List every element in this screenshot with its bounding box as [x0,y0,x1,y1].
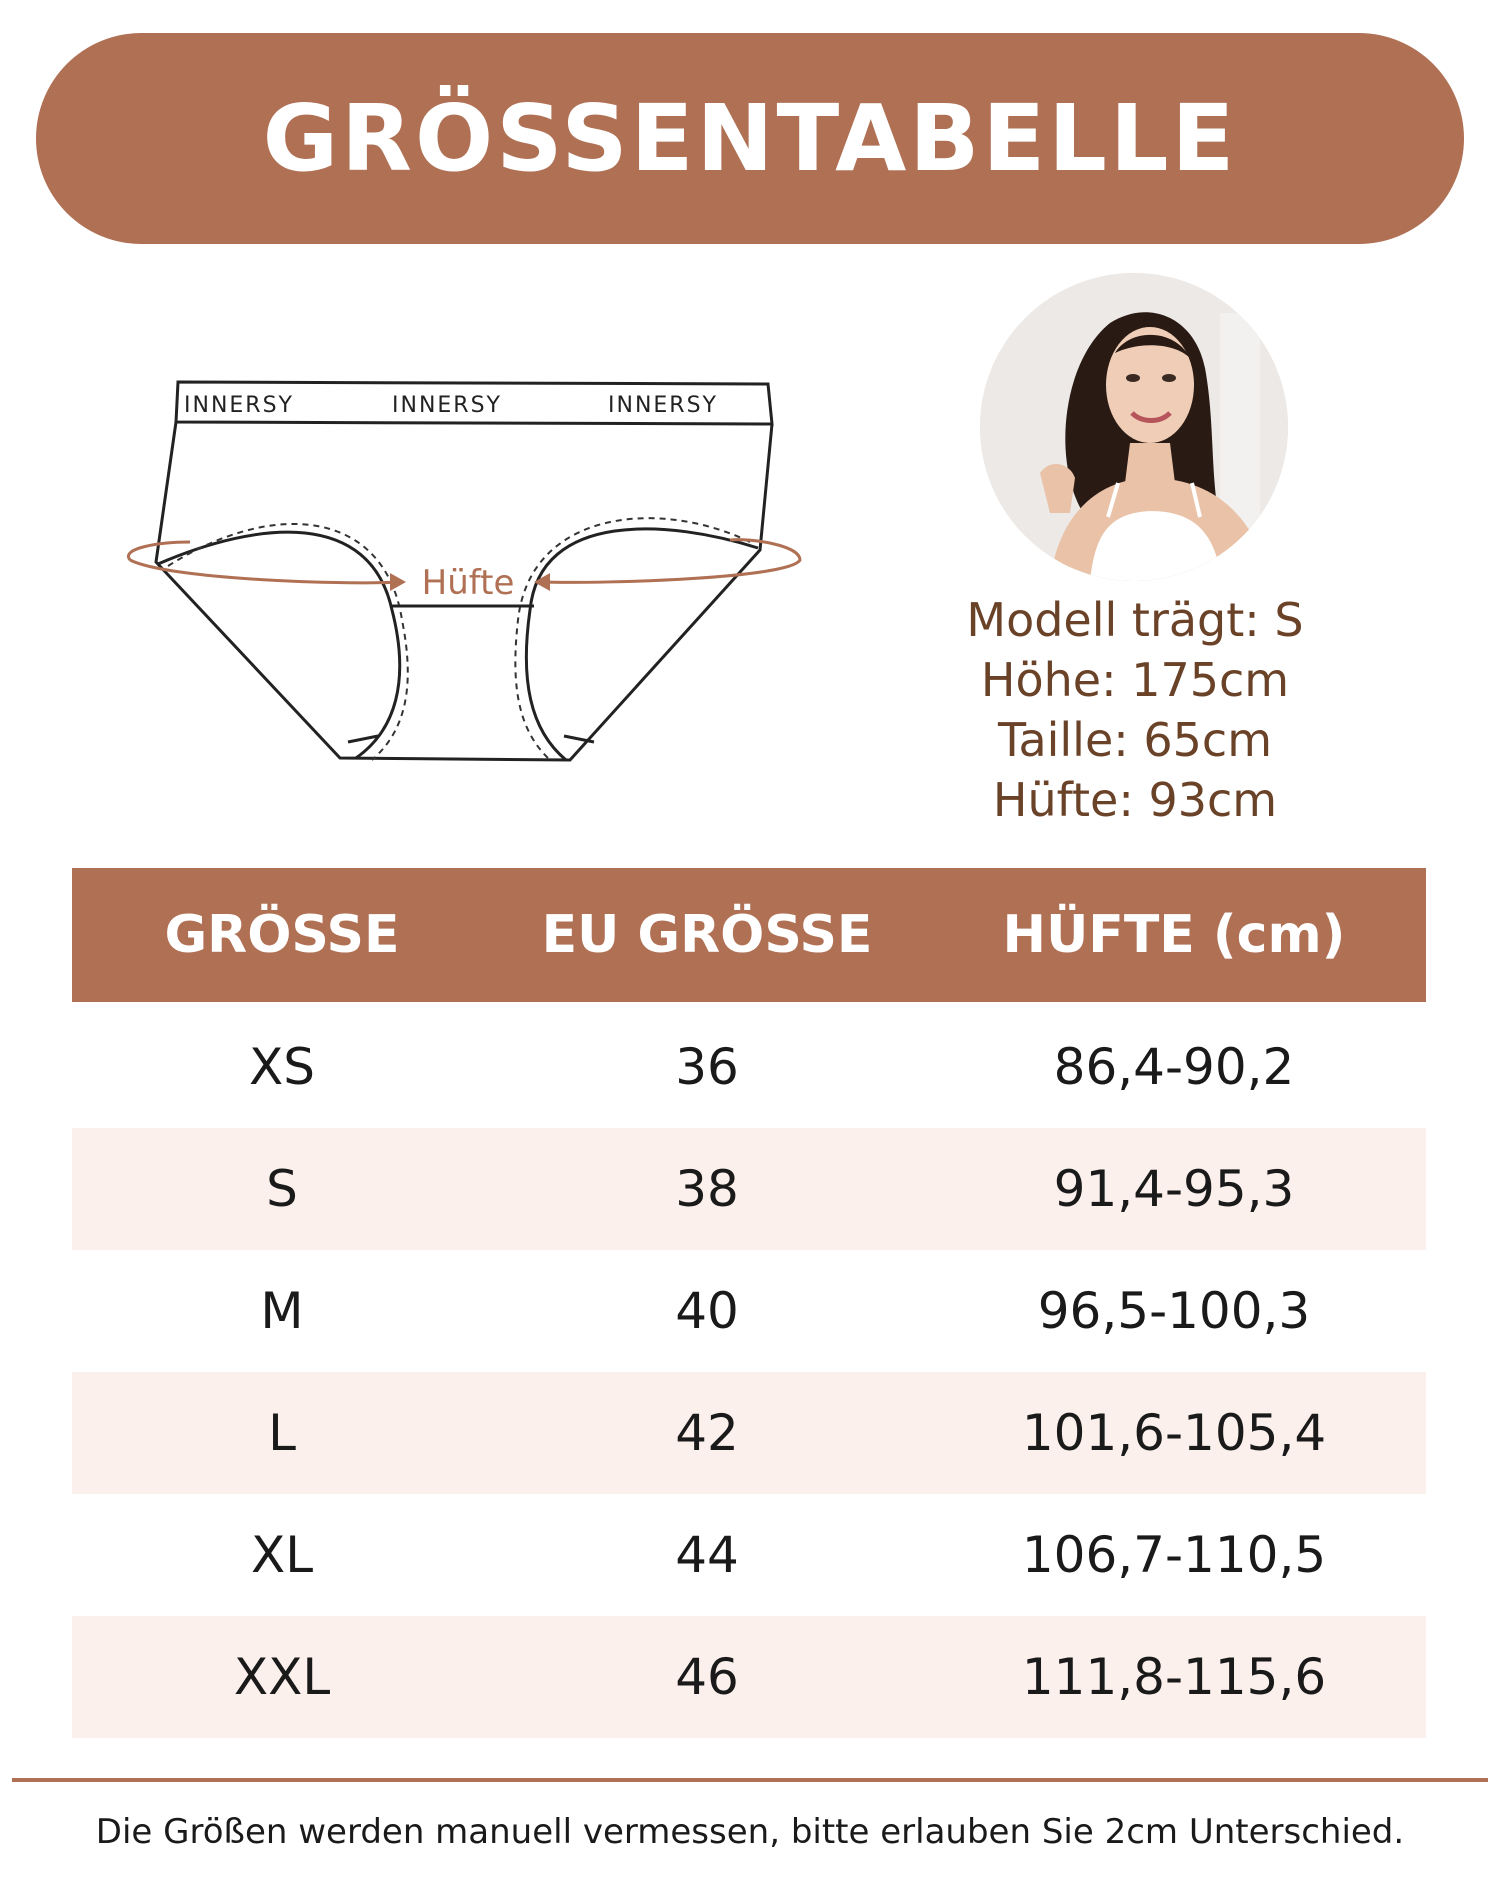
table-row [72,1616,1426,1738]
model-size-worn: Modell trägt: S [966,593,1304,647]
cell-size: XXL [233,1648,331,1706]
cell-hip: 106,7-110,5 [1021,1526,1327,1584]
size-table [72,868,1426,1738]
hip-measure-label: Hüfte [421,563,515,603]
model-info [900,590,1370,830]
cell-eu-size: 46 [675,1648,739,1706]
table-body [72,1006,1426,1738]
cell-eu-size: 40 [675,1282,739,1340]
cell-size: M [260,1282,304,1340]
footer-note: Die Größen werden manuell vermessen, bitte erlauben Sie 2cm Unterschied. [95,1812,1405,1852]
table-row [72,1372,1426,1494]
table-row [72,1250,1426,1372]
table-row [72,1128,1426,1250]
brand-label-3: INNERSY [608,393,718,418]
cell-hip: 111,8-115,6 [1021,1648,1327,1706]
cell-eu-size: 44 [675,1526,739,1584]
cell-size: L [268,1404,296,1462]
model-waist: Taille: 65cm [997,713,1273,767]
model-photo [980,273,1288,581]
brand-label-1: INNERSY [184,393,294,418]
model-hip: Hüfte: 93cm [992,773,1278,827]
table-row [72,1006,1426,1128]
garment-diagram [110,370,810,780]
cell-eu-size: 42 [675,1404,739,1462]
page-title: GRÖSSENTABELLE [262,85,1238,192]
model-height: Höhe: 175cm [980,653,1290,707]
header-hip: HÜFTE (cm) [1002,905,1346,965]
cell-hip: 91,4-95,3 [1053,1160,1295,1218]
cell-size: S [266,1160,298,1218]
title-banner [36,33,1464,244]
cell-size: XL [250,1526,314,1584]
table-header [72,868,1426,1002]
cell-eu-size: 36 [675,1038,739,1096]
header-eu-size: EU GRÖSSE [541,905,873,965]
brand-label-2: INNERSY [392,393,502,418]
header-size: GRÖSSE [164,905,400,965]
cell-eu-size: 38 [675,1160,739,1218]
cell-hip: 96,5-100,3 [1037,1282,1311,1340]
footer-divider [12,1778,1488,1782]
cell-size: XS [249,1038,315,1096]
cell-hip: 101,6-105,4 [1021,1404,1327,1462]
table-row [72,1494,1426,1616]
cell-hip: 86,4-90,2 [1053,1038,1295,1096]
